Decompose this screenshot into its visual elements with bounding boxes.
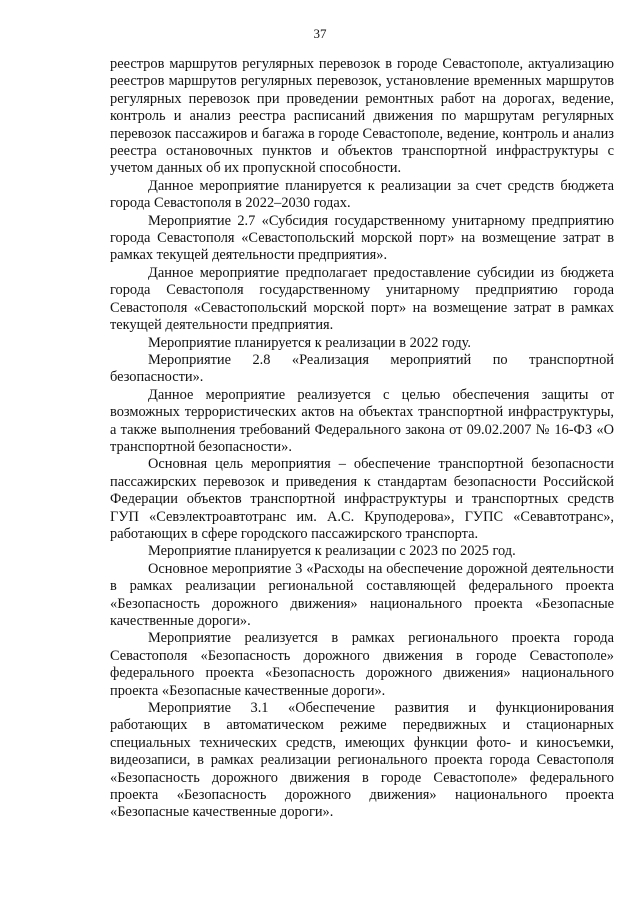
paragraph: Мероприятие 2.7 «Субсидия государственному унитарному предприятию города Севастополя «Севастопольский морской порт» на возмещение затрат в рамках текущей деятельности предприятия». xyxy=(110,212,614,264)
paragraph: Мероприятие 3.1 «Обеспечение развития и функционирования работающих в автоматическом режиме передвижных и стационарных специальных технических средств, имеющих функции фото- и киносъемки, видеозаписи, в рамках реализации регионального проекта города Севастополя «Безопасность дорожного движения в городе Севастополе» федерального проекта «Безопасность дорожного движения» национального проекта «Безопасные качественные дороги». xyxy=(110,700,614,821)
document-body xyxy=(0,56,640,822)
paragraph: Основная цель мероприятия – обеспечение транспортной безопасности пассажирских перевозок и приведения к стандартам безопасности Российской Федерации объектов транспортной инфраструктуры и транспортных средств ГУП «Севэлектроавтотранс им. А.С. Круподерова», ГУПС «Севавтотранс», работающих в сфере городского пассажирского транспорта. xyxy=(110,456,614,542)
paragraph: Мероприятие планируется к реализации в 2022 году. xyxy=(148,334,472,351)
paragraph: Мероприятие планируется к реализации с 2023 по 2025 год. xyxy=(148,543,516,560)
paragraph: Данное мероприятие планируется к реализации за счет средств бюджета города Севастополя в 2022–2030 годах. xyxy=(110,177,614,212)
paragraph: реестров маршрутов регулярных перевозок в городе Севастополе, актуализацию реестров маршрутов регулярных перевозок, установление временных маршрутов регулярных перевозок при проведении ремонтных работ на дорогах, ведение, контроль и анализ реестра расписаний движения по маршрутам регулярных перевозок пассажиров и багажа в городе Севастополе, ведение, контроль и анализ реестра остановочных пунктов и объектов транспортной инфраструктуры с учетом данных об их пропускной способности. xyxy=(110,56,614,177)
paragraph: Основное мероприятие 3 «Расходы на обеспечение дорожной деятельности в рамках реализации региональной составляющей федерального проекта «Безопасность дорожного движения» национального проекта «Безопасные качественные дороги». xyxy=(110,560,614,629)
paragraph: Мероприятие 2.8 «Реализация мероприятий по транспортной безопасности». xyxy=(110,351,614,386)
paragraph: Данное мероприятие предполагает предоставление субсидии из бюджета города Севастополя государственному унитарному предприятию города Севастополя «Севастопольский морской порт» на возмещение затрат в рамках текущей деятельности предприятия. xyxy=(110,264,614,334)
page-number: 37 xyxy=(313,26,327,41)
paragraph: Мероприятие реализуется в рамках регионального проекта города Севастополя «Безопасность дорожного движения в городе Севастополе» федерального проекта «Безопасность дорожного движения» национального проекта «Безопасные качественные дороги». xyxy=(110,630,614,699)
paragraph: Данное мероприятие реализуется с целью обеспечения защиты от возможных террористических актов на объектах транспортной инфраструктуры, а также выполнения требований Федерального закона от 09.02.2007 № 16-ФЗ «О транспортной безопасности». xyxy=(110,386,614,455)
